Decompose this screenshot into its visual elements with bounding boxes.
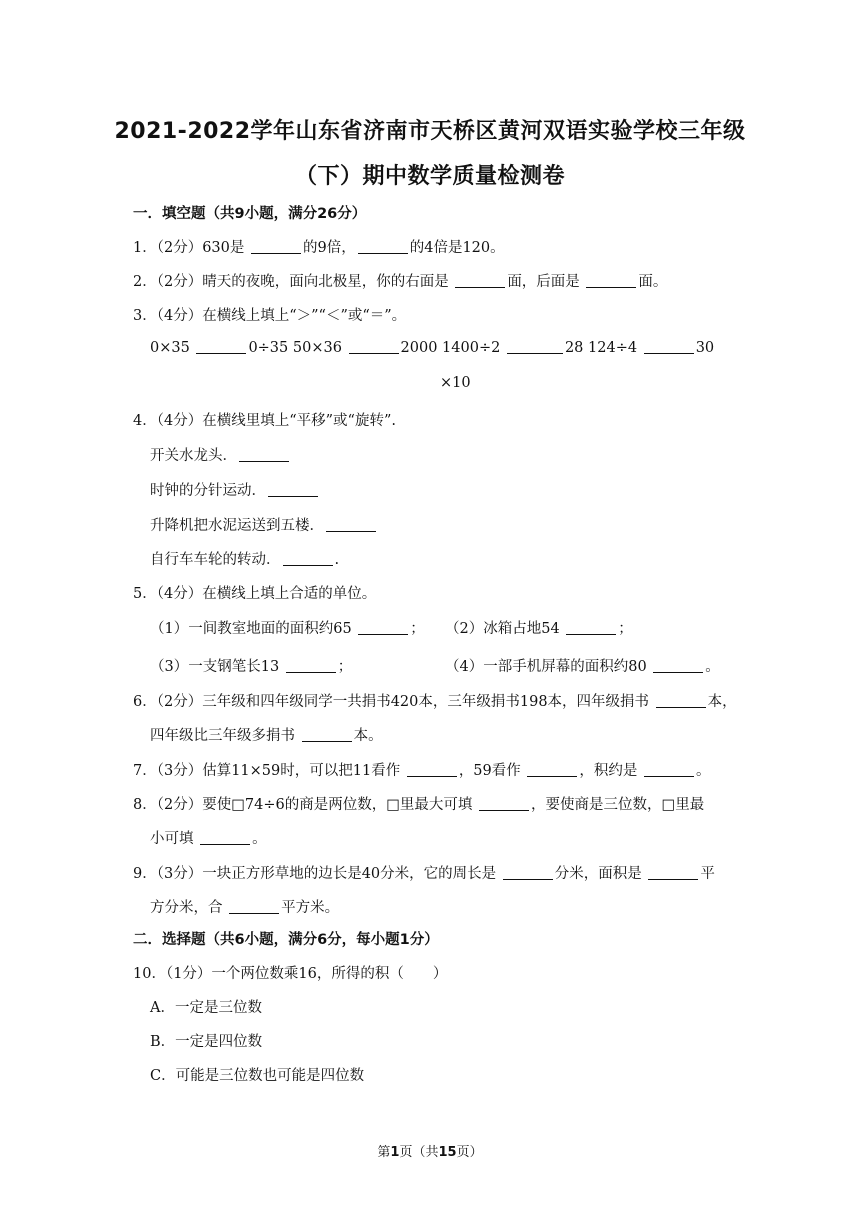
footer-total-pages: 15 — [438, 1145, 457, 1160]
q7-text-b: ，59看作 — [458, 763, 521, 779]
answer-blank[interactable] — [566, 620, 616, 635]
answer-blank[interactable] — [407, 762, 457, 777]
q7-text-c: ，积约是 — [579, 763, 638, 779]
q4-item-end: . — [334, 552, 340, 568]
q2-text-a: 2．（2分）晴天的夜晚，面向北极星，你的右面是 — [133, 274, 449, 290]
q6-text-b: 本， — [707, 694, 737, 710]
question-10-option-b[interactable]: B．一定是四位数 — [150, 1034, 263, 1050]
q8-text-b: ，要使商是三位数，□里最 — [531, 797, 705, 813]
footer-text-b: 页（共 — [399, 1145, 439, 1160]
answer-blank[interactable] — [200, 830, 250, 845]
q5-part-end: ； — [337, 659, 353, 675]
question-10-option-c[interactable]: C．可能是三位数也可能是四位数 — [150, 1068, 365, 1084]
question-3-expressions — [150, 339, 714, 356]
question-7 — [133, 759, 710, 780]
q3-expr-4: 28 124÷4 — [564, 340, 638, 356]
q4-item-text: 自行车车轮的转动． — [150, 552, 281, 568]
question-3-heading: 3．（4分）在横线上填上“＞”“＜”或“＝”。 — [133, 308, 407, 324]
answer-blank[interactable] — [644, 762, 694, 777]
q3-expr-5: 30 — [695, 340, 715, 356]
question-6-line-1 — [133, 690, 737, 711]
document-title-line-2: （下）期中数学质量检测卷 — [294, 164, 565, 189]
answer-blank[interactable] — [586, 273, 636, 288]
question-10-heading: 10．（1分）一个两位数乘16，所得的积（ ） — [133, 966, 448, 982]
q1-text-b: 的9倍， — [303, 240, 356, 256]
q5-part-text: （1）一间教室地面的面积约65 — [150, 621, 352, 637]
answer-blank[interactable] — [229, 899, 279, 914]
question-4-item-4 — [150, 548, 339, 569]
answer-blank[interactable] — [286, 658, 336, 673]
answer-blank[interactable] — [349, 339, 399, 354]
section-heading-multiple-choice: 二．选择题（共6小题，满分6分，每小题1分） — [133, 932, 439, 948]
section-heading-fill-in: 一．填空题（共9小题，满分26分） — [133, 206, 367, 222]
answer-blank[interactable] — [479, 796, 529, 811]
answer-blank[interactable] — [644, 339, 694, 354]
question-8-line-1 — [133, 793, 704, 814]
answer-blank[interactable] — [656, 693, 706, 708]
answer-blank[interactable] — [302, 727, 352, 742]
question-4-heading: 4．（4分）在横线里填上“平移”或“旋转”. — [133, 413, 396, 429]
question-3-tail: ×10 — [440, 375, 471, 391]
question-5-heading: 5．（4分）在横线上填上合适的单位。 — [133, 586, 377, 602]
q4-item-text: 升降机把水泥运送到五楼． — [150, 518, 324, 534]
q2-text-b: 面，后面是 — [507, 274, 580, 290]
q1-text-a: 1．（2分）630是 — [133, 240, 245, 256]
q3-expr-3: 2000 1400÷2 — [400, 340, 501, 356]
q7-text-d: 。 — [695, 763, 711, 779]
answer-blank[interactable] — [326, 517, 376, 532]
answer-blank[interactable] — [455, 273, 505, 288]
question-4-item-2 — [150, 479, 320, 500]
question-10-option-a[interactable]: A．一定是三位数 — [150, 1000, 262, 1016]
answer-blank[interactable] — [239, 447, 289, 462]
question-5-part-4 — [445, 655, 720, 676]
q8-text-a: 8．（2分）要使□74÷6的商是两位数，□里最大可填 — [133, 797, 473, 813]
q4-item-text: 开关水龙头． — [150, 448, 237, 464]
q1-text-c: 的4倍是120。 — [409, 240, 505, 256]
answer-blank[interactable] — [196, 339, 246, 354]
q9-text-e: 平方米。 — [281, 900, 340, 916]
answer-blank[interactable] — [503, 865, 553, 880]
q9-text-a: 9．（3分）一块正方形草地的边长是40分米，它的周长是 — [133, 866, 497, 882]
answer-blank[interactable] — [358, 239, 408, 254]
q3-expr-2: 0÷35 50×36 — [248, 340, 342, 356]
q5-part-end: ； — [618, 621, 633, 637]
document-title-line-1: 2021-2022学年山东省济南市天桥区黄河双语实验学校三年级 — [114, 119, 746, 144]
q9-text-d: 方分米，合 — [150, 900, 223, 916]
question-1 — [133, 236, 505, 257]
answer-blank[interactable] — [527, 762, 577, 777]
q6-text-a: 6．（2分）三年级和四年级同学一共捐书420本，三年级捐书198本，四年级捐书 — [133, 694, 650, 710]
q5-part-end: 。 — [705, 659, 720, 675]
q5-part-text: （3）一支钢笔长13 — [150, 659, 280, 675]
q4-item-text: 时钟的分针运动． — [150, 483, 266, 499]
q8-text-c: 小可填 — [150, 831, 194, 847]
question-8-line-2 — [150, 827, 267, 848]
answer-blank[interactable] — [653, 658, 703, 673]
question-5-part-1 — [150, 617, 425, 638]
q9-text-b: 分米，面积是 — [554, 866, 642, 882]
answer-blank[interactable] — [648, 865, 698, 880]
question-4-item-1 — [150, 444, 291, 465]
answer-blank[interactable] — [283, 551, 333, 566]
q7-text-a: 7．（3分）估算11×59时，可以把11看作 — [133, 763, 401, 779]
footer-page-number: 1 — [390, 1145, 400, 1160]
q5-part-text: （4）一部手机屏幕的面积约80 — [445, 659, 647, 675]
q6-text-c: 四年级比三年级多捐书 — [150, 728, 295, 744]
question-9-line-1 — [133, 862, 715, 883]
page-footer — [0, 1141, 860, 1160]
q3-expr-1: 0×35 — [150, 340, 190, 356]
q8-text-d: 。 — [252, 831, 267, 847]
question-2 — [133, 270, 667, 291]
question-6-line-2 — [150, 724, 383, 745]
question-5-part-3 — [150, 655, 352, 676]
footer-text-a: 第 — [377, 1145, 391, 1160]
question-4-item-3 — [150, 514, 378, 535]
q9-text-c: 平 — [700, 866, 715, 882]
q5-part-text: （2）冰箱占地54 — [445, 621, 560, 637]
q2-text-c: 面。 — [638, 274, 668, 290]
answer-blank[interactable] — [507, 339, 563, 354]
q6-text-d: 本。 — [353, 728, 383, 744]
answer-blank[interactable] — [268, 482, 318, 497]
answer-blank[interactable] — [358, 620, 408, 635]
footer-text-c: 页） — [456, 1145, 483, 1160]
answer-blank[interactable] — [251, 239, 301, 254]
question-5-part-2 — [445, 617, 633, 638]
q5-part-end: ； — [410, 621, 425, 637]
question-9-line-2 — [150, 896, 339, 917]
